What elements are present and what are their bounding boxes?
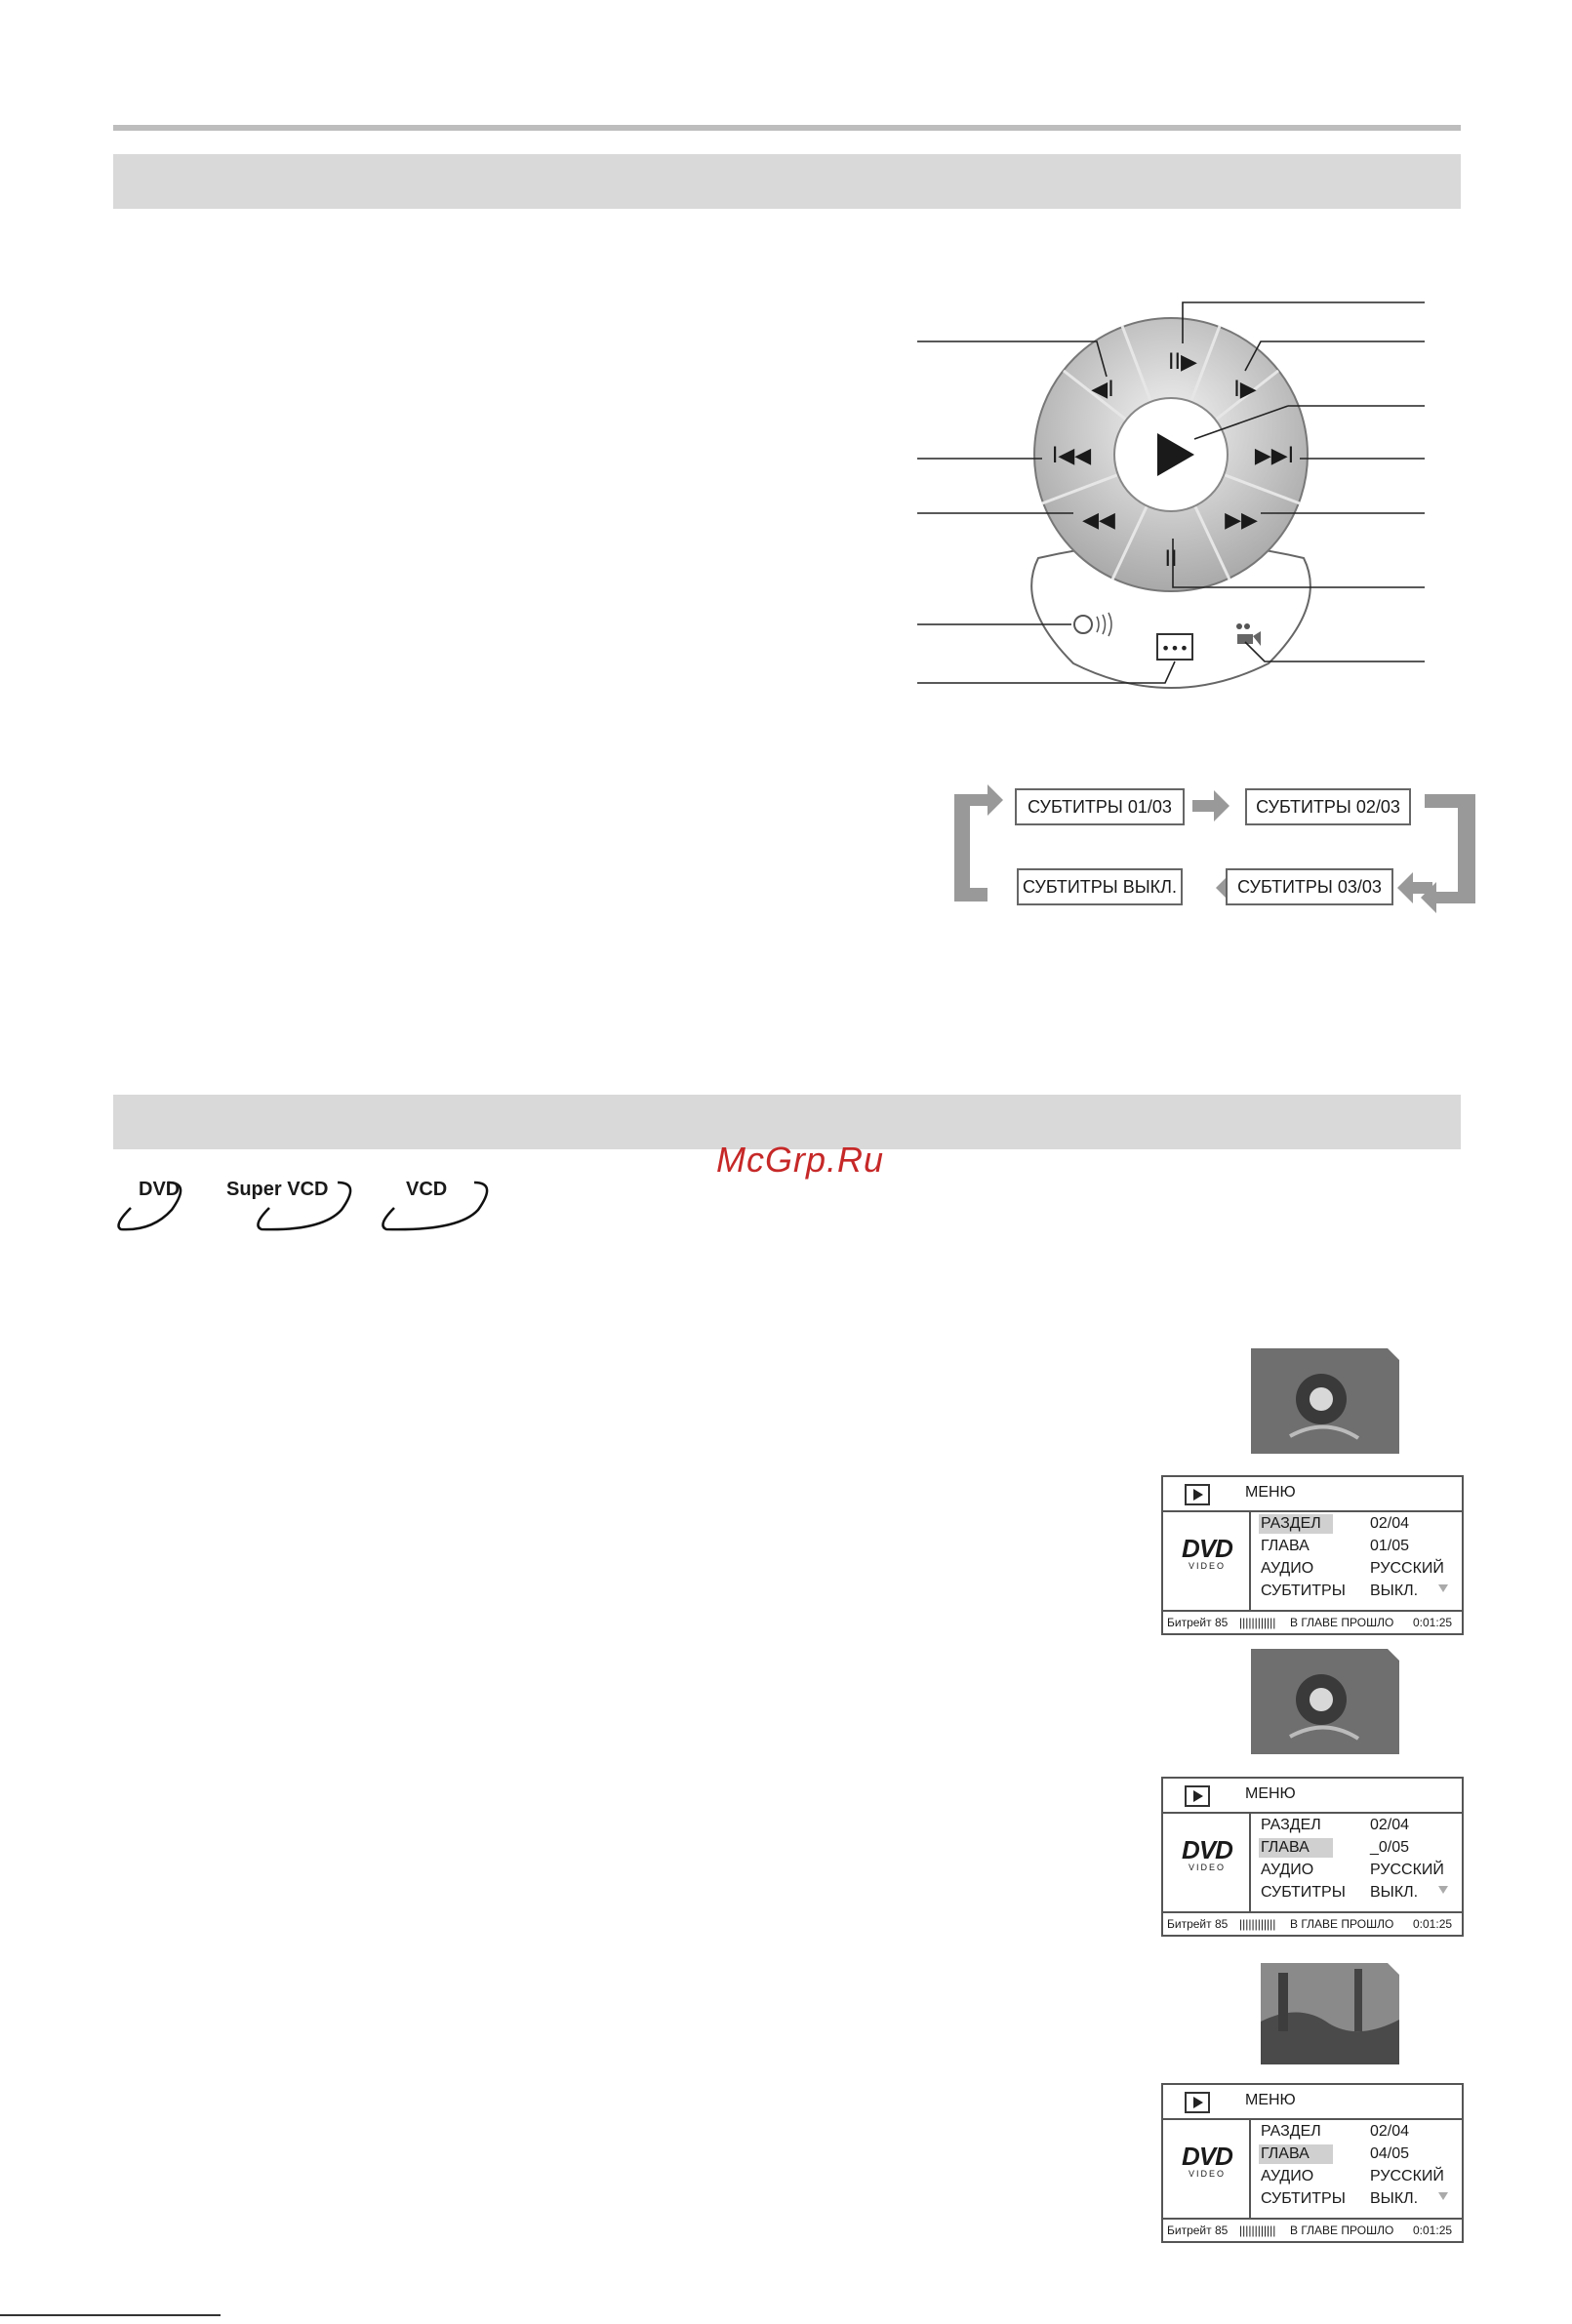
svg-text:•••: ••• — [1160, 639, 1189, 658]
osd-bitrate-bars: |||||||||||| — [1239, 1616, 1276, 1629]
previous-icon[interactable]: I◀◀ — [1051, 444, 1092, 468]
subtitle-box-off: СУБТИТРЫ ВЫКЛ. — [1017, 868, 1183, 905]
osd-bitrate: Битрейт 85 — [1167, 2224, 1229, 2237]
osd-menu-label: МЕНЮ — [1245, 1785, 1296, 1802]
watermark: McGrp.Ru — [715, 1140, 885, 1180]
scroll-down-icon[interactable] — [1438, 1584, 1448, 1592]
osd-bitrate-bars: |||||||||||| — [1239, 1917, 1276, 1931]
osd-screen-3: МЕНЮ DVD VIDEO РАЗДЕЛ 02/04 ГЛАВА 04/05 АУДИО РУССКИЙ СУБТИТРЫ ВЫКЛ. Битрейт 85 |||||||||||| В ГЛАВЕ ПРОШЛО 0:01:25 — [1161, 2083, 1464, 2243]
video-thumbnail-1 — [1251, 1348, 1399, 1454]
pause-icon[interactable]: II — [1164, 547, 1178, 572]
video-thumbnail-3 — [1261, 1963, 1399, 2064]
footer-rule — [0, 2314, 221, 2316]
video-thumbnail-2 — [1251, 1649, 1399, 1754]
scroll-down-icon[interactable] — [1438, 1886, 1448, 1894]
disc-label-svcd: Super VCD — [226, 1179, 329, 1200]
subtitle-box-02: СУБТИТРЫ 02/03 — [1245, 788, 1411, 825]
rewind-icon[interactable]: ◀◀ — [1082, 508, 1115, 533]
subtitle-box-03: СУБТИТРЫ 03/03 — [1226, 868, 1393, 905]
play-icon — [1185, 1484, 1210, 1505]
osd-elapsed-label: В ГЛАВЕ ПРОШЛО — [1290, 1917, 1394, 1931]
step-back-icon[interactable]: ◀I — [1091, 378, 1114, 402]
disc-label-dvd: DVD — [139, 1179, 181, 1200]
scroll-down-icon[interactable] — [1438, 2192, 1448, 2200]
dvd-video-logo-icon: DVD VIDEO — [1182, 1534, 1232, 1571]
osd-time: 0:01:25 — [1413, 1616, 1453, 1629]
osd-menu-label: МЕНЮ — [1245, 1484, 1296, 1501]
osd-time: 0:01:25 — [1413, 2224, 1453, 2237]
step-forward-icon[interactable]: I▶ — [1233, 378, 1257, 402]
play-icon — [1185, 2092, 1210, 2113]
next-icon[interactable]: ▶▶I — [1254, 444, 1295, 468]
osd-bitrate: Битрейт 85 — [1167, 1616, 1229, 1629]
osd-screen-2: МЕНЮ DVD VIDEO РАЗДЕЛ 02/04 ГЛАВА _0/05 АУДИО РУССКИЙ СУБТИТРЫ ВЫКЛ. Битрейт 85 |||||||||||| В ГЛАВЕ ПРОШЛО 0:01:25 — [1161, 1777, 1464, 1937]
slow-icon[interactable]: II▶ — [1168, 350, 1197, 375]
osd-elapsed-label: В ГЛАВЕ ПРОШЛО — [1290, 1616, 1394, 1629]
fast-forward-icon[interactable]: ▶▶ — [1225, 508, 1258, 533]
osd-time: 0:01:25 — [1413, 1917, 1453, 1931]
subtitle-box-01: СУБТИТРЫ 01/03 — [1015, 788, 1185, 825]
osd-bitrate-bars: |||||||||||| — [1239, 2224, 1276, 2237]
dvd-video-logo-icon: DVD VIDEO — [1182, 2142, 1232, 2179]
osd-elapsed-label: В ГЛАВЕ ПРОШЛО — [1290, 2224, 1394, 2237]
section-header-bar-1 — [113, 154, 1461, 209]
play-icon — [1185, 1785, 1210, 1807]
osd-bitrate: Битрейт 85 — [1167, 1917, 1229, 1931]
top-rule — [113, 125, 1461, 131]
disc-badges — [113, 1171, 504, 1239]
remote-control-diagram — [898, 283, 1444, 712]
osd-menu-label: МЕНЮ — [1245, 2092, 1296, 2108]
subtitle-cycle-diagram — [948, 781, 1475, 917]
dvd-video-logo-icon: DVD VIDEO — [1182, 1835, 1232, 1872]
disc-label-vcd: VCD — [406, 1179, 448, 1200]
osd-screen-1: МЕНЮ DVD VIDEO РАЗДЕЛ 02/04 ГЛАВА 01/05 АУДИО РУССКИЙ СУБТИТРЫ ВЫКЛ. Битрейт 85 |||||||||||| В ГЛАВЕ ПРОШЛО 0:01:25 — [1161, 1475, 1464, 1635]
